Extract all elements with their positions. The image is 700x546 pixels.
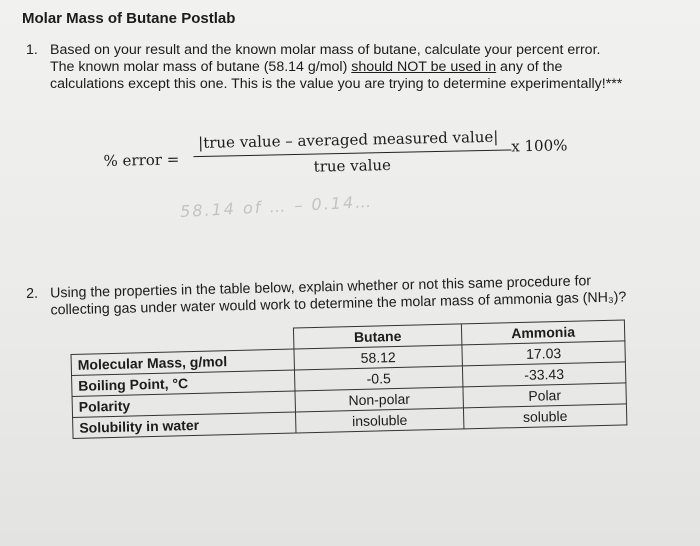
butane-value: 58.12 <box>294 345 462 370</box>
table-header-ammonia: Ammonia <box>461 320 624 345</box>
properties-table <box>70 319 627 439</box>
question-2-number: 2. <box>26 285 39 302</box>
butane-value: -0.5 <box>294 366 462 391</box>
formula-lhs: % error = <box>103 150 180 170</box>
question-1-number: 1. <box>26 42 38 58</box>
ammonia-value: soluble <box>463 404 626 429</box>
percent-error-formula <box>103 126 584 196</box>
page-title: Molar Mass of Butane Postlab <box>22 10 236 27</box>
faint-handwriting: 58.14 of … – 0.14… <box>179 191 374 222</box>
question-1-text <box>50 42 626 93</box>
question-2-text: Using the properties in the table below, explain whether or not this same procedure for collecting gas under water would work to determine the molar mass of ammonia gas (NH₃)? <box>49 273 627 319</box>
formula-denominator: true value <box>313 155 392 176</box>
formula-multiplier: x 100% <box>511 136 568 156</box>
ammonia-value: -33.43 <box>462 362 625 387</box>
ammonia-value: Polar <box>463 383 626 408</box>
question-1-text-a: Based on your result and the known molar mass of butane, calculate your percent error. The known molar mass of butane (58.14 g/mol) <box>50 42 601 75</box>
row-label: Solubility in water <box>73 412 296 438</box>
question-2 <box>26 272 637 320</box>
butane-value: insoluble <box>295 408 463 433</box>
formula-numerator: |true value – averaged measured value| <box>197 127 499 153</box>
butane-value: Non-polar <box>295 387 463 412</box>
row-label: Boiling Point, °C <box>72 370 295 396</box>
ammonia-value: 17.03 <box>462 341 625 366</box>
row-label: Molecular Mass, g/mol <box>71 349 294 375</box>
question-1-text-b: any of the calculations except this one. This is the value you are trying to determine experimentally!*** <box>50 59 623 92</box>
question-1 <box>26 42 626 93</box>
table-header-butane: Butane <box>293 324 461 349</box>
row-label: Polarity <box>72 391 295 417</box>
question-1-underlined: should NOT be used in <box>351 59 497 75</box>
